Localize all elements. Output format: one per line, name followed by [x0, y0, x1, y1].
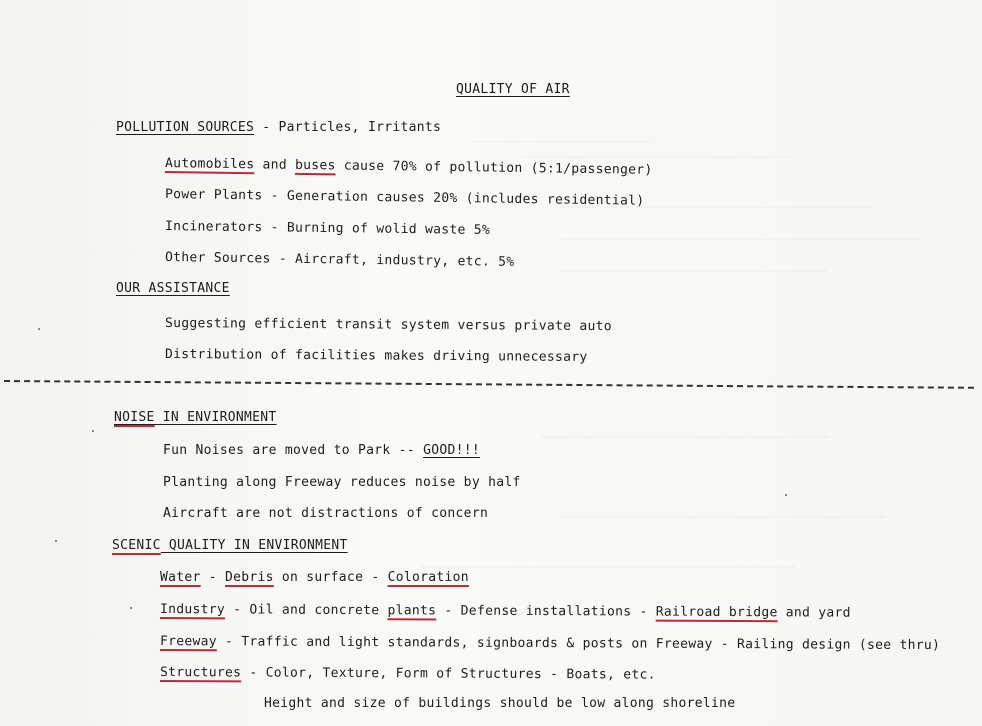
list-item — [160, 602, 851, 621]
bleed-through-text: ~~~~~~~~~~~~~~~~~~~~~~~~~~~~~~~~~~~~~~~~~~~~~ — [560, 510, 886, 524]
bleed-through-text: ~~~~~~~~~~~~~~~~~~~~~~~~~~~~~~~~~~~~~~~~~~~~~~~~~~~~ — [420, 560, 796, 574]
autos-and-text: and — [254, 157, 296, 173]
bleed-through-text: ~~~~~~~~~~~~~~~~~~~~~~~~~~~~~~~~~~~~~ — [560, 264, 828, 278]
industry-end-text: and yard — [777, 605, 851, 621]
list-item: Distribution of facilities makes driving unnecessary — [164, 347, 588, 365]
buses-text: buses — [294, 157, 336, 174]
bleed-through-text: ~~~~~~~~~~~~~~~~~~~~~~~~~ — [470, 135, 651, 149]
noise-heading-rest: IN ENVIRONMENT — [154, 410, 277, 425]
our-assistance-heading: OUR ASSISTANCE — [116, 281, 230, 296]
list-item: Suggesting efficient transit system versus private auto — [164, 316, 613, 335]
list-item: Power Plants - Generation causes 20% (includes residential) — [164, 187, 645, 209]
noise-heading-word: NOISE — [114, 410, 155, 425]
bleed-through-text: ~~~~~~~~~~~~~~~~~~~~~~~~~~~~~~~~~~~~~~~~~~~ — [560, 200, 871, 214]
coloration-text: Coloration — [387, 570, 469, 585]
water-text: Water — [160, 570, 201, 585]
structures-text: Structures — [159, 665, 242, 681]
industry-text: Industry — [159, 602, 226, 618]
pollution-heading-rest: Particles, Irritants — [278, 120, 442, 135]
list-item — [160, 634, 940, 653]
noise-heading — [114, 410, 277, 425]
scenic-heading-word: SCENIC — [112, 538, 161, 553]
pollution-heading-sep: - — [254, 120, 279, 135]
list-item: Height and size of buildings should be low along shoreline — [264, 696, 736, 711]
paper-speck — [38, 328, 40, 330]
railroad-bridge-text: Railroad bridge — [655, 604, 778, 621]
document-title: QUALITY OF AIR — [456, 82, 570, 97]
list-item: Aircraft are not distractions of concern — [163, 506, 489, 521]
paper-speck — [92, 430, 94, 432]
pollution-heading-label: POLLUTION SOURCES — [116, 120, 255, 135]
list-item — [160, 570, 469, 585]
list-item: Planting along Freeway reduces noise by half — [163, 475, 521, 490]
dashed-divider — [4, 380, 974, 389]
paper-speck — [785, 494, 787, 496]
list-item: Incinerators - Burning of wolid waste 5% — [164, 219, 491, 238]
freeway-text: Freeway — [159, 634, 217, 650]
pollution-sources-heading — [116, 120, 441, 135]
debris-text: Debris — [225, 570, 274, 585]
plants-text: plants — [387, 603, 437, 619]
bleed-through-text: ~~~~~~~~~~~~~~~~~~~~~~~~~~~~~~~~~~~~~~ — [520, 150, 795, 164]
list-item: Other Sources - Aircraft, industry, etc. 5% — [164, 250, 515, 270]
bleed-through-text: ~~~~~~~~~~~~~~~~~~~~~~~~~~~~~~~~~~~~~~~~~~~~~~~~~~ — [560, 232, 922, 246]
paper-speck — [55, 540, 57, 542]
good-text: GOOD!!! — [423, 443, 480, 458]
list-item — [160, 665, 656, 683]
paper-speck — [130, 607, 132, 609]
water-mid-text: on surface - — [273, 570, 388, 585]
scenic-heading — [112, 538, 348, 553]
bleed-through-text: ~~~~~~~~~~~~~~~~~~~~~~~~~~~~~~~~~~~~~~~~ — [540, 430, 829, 444]
fun-noises-text: Fun Noises are moved to Park -- — [163, 443, 424, 458]
freeway-rest-text: - Traffic and light standards, signboards & posts on Freeway - Railing design (see thru) — [216, 634, 941, 654]
structures-rest-text: - Color, Texture, Form of Structures - Boats, etc. — [241, 665, 656, 683]
list-item — [163, 443, 480, 458]
industry-mid2-text: - Defense installations - — [436, 603, 656, 620]
scenic-heading-rest: QUALITY IN ENVIRONMENT — [160, 538, 348, 553]
water-sep: - — [200, 570, 226, 585]
industry-mid-text: - Oil and concrete — [224, 602, 388, 619]
autos-rest-text: cause 70% of pollution (5:1/passenger) — [335, 158, 653, 178]
automobiles-text: Automobiles — [164, 156, 255, 173]
